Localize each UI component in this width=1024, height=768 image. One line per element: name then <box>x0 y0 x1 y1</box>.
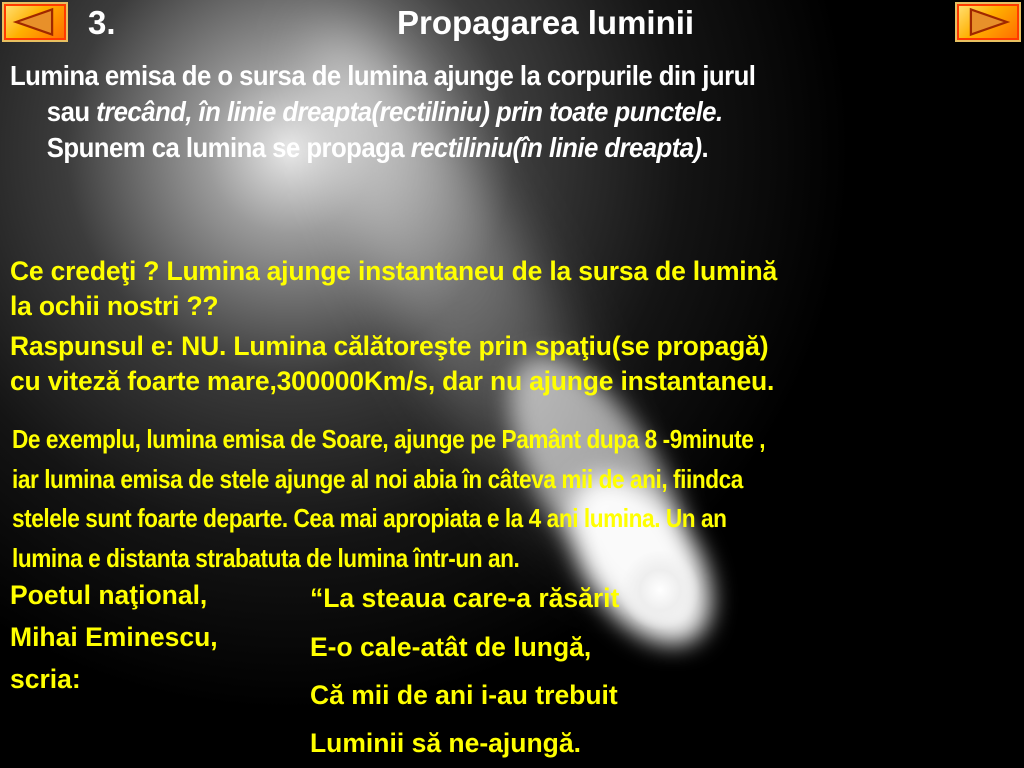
previous-slide-button[interactable] <box>2 2 68 42</box>
question-line-2: la ochii nostri ?? <box>10 291 219 321</box>
question-line-1: Ce credeţi ? Lumina ajunge instantaneu de la sursa de lumină <box>10 256 777 286</box>
intro-line-2-text: sau <box>46 96 97 127</box>
poem-line-3: Că mii de ani i-au trebuit <box>310 680 618 710</box>
poem-line-1: “La steaua care-a răsărit <box>310 583 620 613</box>
slide-title: Propagarea luminii <box>397 4 695 41</box>
question-paragraph <box>10 254 1020 324</box>
answer-line-1: Raspunsul e: NU. Lumina călătoreşte prin spaţiu(se propagă) <box>10 331 769 361</box>
poet-intro <box>10 574 218 700</box>
example-line-2: iar lumina emisa de stele ajunge al noi abia în câteva mii de ani, fiindca <box>12 463 743 494</box>
example-line-3: stelele sunt foarte departe. Cea mai apropiata e la 4 ani lumina. Un an <box>12 503 727 533</box>
intro-line-2-italic: trecând, în linie dreapta(rectiliniu) prin toate punctele. <box>96 96 723 127</box>
example-paragraph <box>12 420 934 578</box>
poem-line-4: Luminii să ne-ajungă. <box>310 728 581 758</box>
example-line-4: lumina e distanta strabatuta de lumina într-un an. <box>12 542 520 573</box>
intro-line-3-italic: rectiliniu(în linie dreapta) <box>410 132 702 163</box>
intro-line-1: Lumina emisa de o sursa de lumina ajunge la corpurile din jurul <box>10 60 756 91</box>
poet-line-3: scria: <box>10 664 81 694</box>
poet-line-2: Mihai Eminescu, <box>10 622 218 652</box>
answer-line-2: cu viteză foarte mare,300000Km/s, dar nu ajunge instantaneu. <box>10 366 775 396</box>
intro-paragraph <box>10 58 935 166</box>
answer-paragraph <box>10 329 1020 399</box>
triangle-right-icon <box>957 4 1019 40</box>
triangle-left-icon <box>4 4 66 40</box>
intro-line-3-end: . <box>701 132 709 163</box>
poet-line-1: Poetul naţional, <box>10 580 208 610</box>
intro-line-3-text: Spunem ca lumina se propaga <box>46 132 411 163</box>
intro-line-3 <box>10 130 935 166</box>
next-slide-button[interactable] <box>955 2 1021 42</box>
poem-line-2: E-o cale-atât de lungă, <box>310 632 592 662</box>
intro-line-2 <box>10 94 935 130</box>
example-line-1: De exemplu, lumina emisa de Soare, ajunge pe Pamânt dupa 8 -9minute , <box>12 424 766 454</box>
slide-number: 3. <box>88 4 116 41</box>
